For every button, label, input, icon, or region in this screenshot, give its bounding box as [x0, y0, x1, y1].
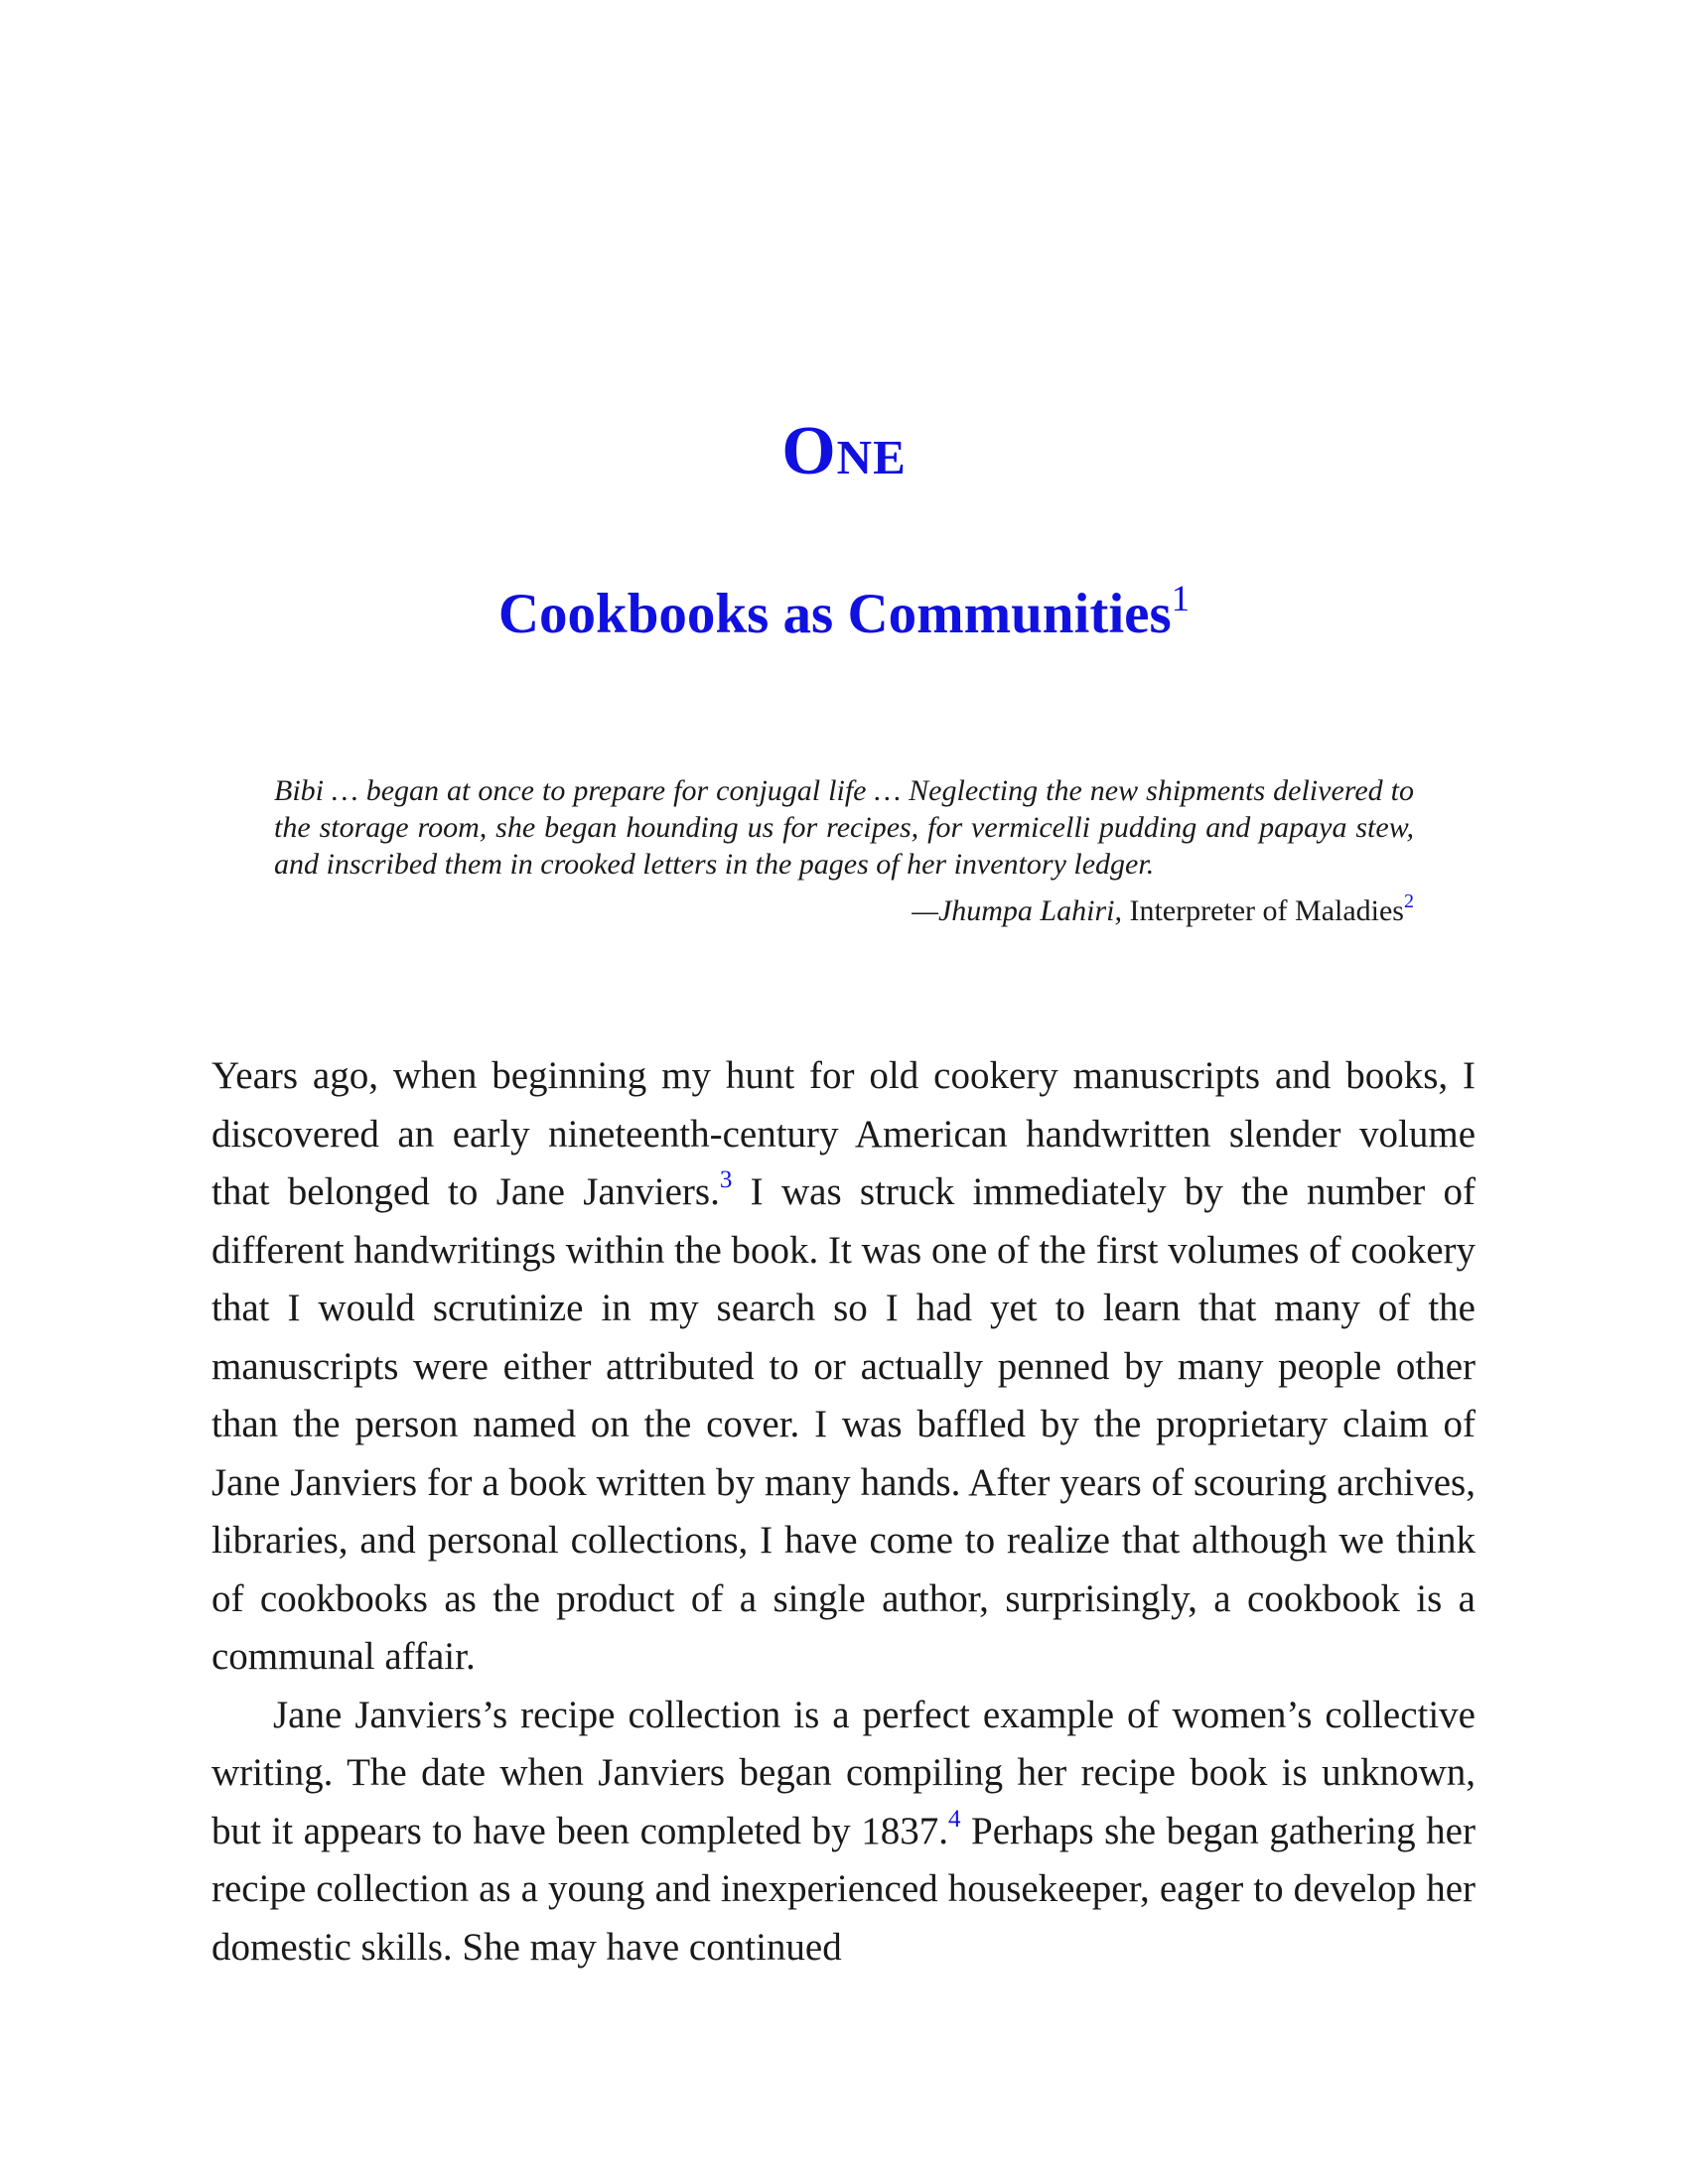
chapter-title	[0, 581, 1688, 648]
epigraph-attribution	[274, 892, 1414, 929]
paragraph-2-part-a: Jane Janviers’s recipe collection is a perfect example of women’s collective writing. The date when Janviers began compiling her recipe book is unknown, but it appears to have been completed by 1837.	[211, 1693, 1476, 1852]
epigraph	[274, 772, 1414, 929]
chapter-number: One	[781, 413, 907, 489]
footnote-ref-4[interactable]: 4	[947, 1805, 961, 1833]
paragraph-1-part-a: Years ago, when beginning my hunt for old cookery manuscripts and books, I discovered an early nineteenth-century American handwritten slender volume that belonged to Jane Janviers.	[211, 1054, 1476, 1213]
epigraph-work-title: Interpreter of Maladies	[1129, 894, 1404, 927]
paragraph-2-part-b: Perhaps she began gathering her recipe collection as a young and inexperienced housekeeper, eager to develop her domestic skills. She may have continued	[211, 1809, 1476, 1969]
paragraph-1	[211, 1047, 1476, 1687]
chapter-title-text: Cookbooks as Communities	[497, 583, 1172, 645]
paragraph-1-part-b: I was struck immediately by the number of different handwritings within the book. It was one of the first volumes of cookery that I would scrutinize in my search so I had yet to learn that many of the manuscripts were either attributed to or actually penned by many people other than the person named on the cover. I was baffled by the proprietary claim of Jane Janviers for a book written by many hands. After years of scouring archives, libraries, and personal collections, I have come to realize that although we think of cookbooks as the product of a single author, surprisingly, a cookbook is a communal affair.	[211, 1170, 1477, 1678]
footnote-ref-2[interactable]: 2	[1404, 890, 1414, 912]
footnote-ref-3[interactable]: 3	[719, 1166, 733, 1193]
epigraph-author: —Jhumpa Lahiri,	[912, 894, 1122, 927]
footnote-ref-1[interactable]: 1	[1171, 579, 1191, 619]
epigraph-quote: Bibi … began at once to prepare for conjugal life … Neglecting the new shipments delivered to the storage room, she began hounding us for recipes, for vermicelli pudding and papaya stew, and inscribed them in crooked letters in the pages of her inventory ledger.	[274, 774, 1414, 881]
paragraph-2	[211, 1687, 1476, 1978]
body-text	[211, 1047, 1476, 1977]
